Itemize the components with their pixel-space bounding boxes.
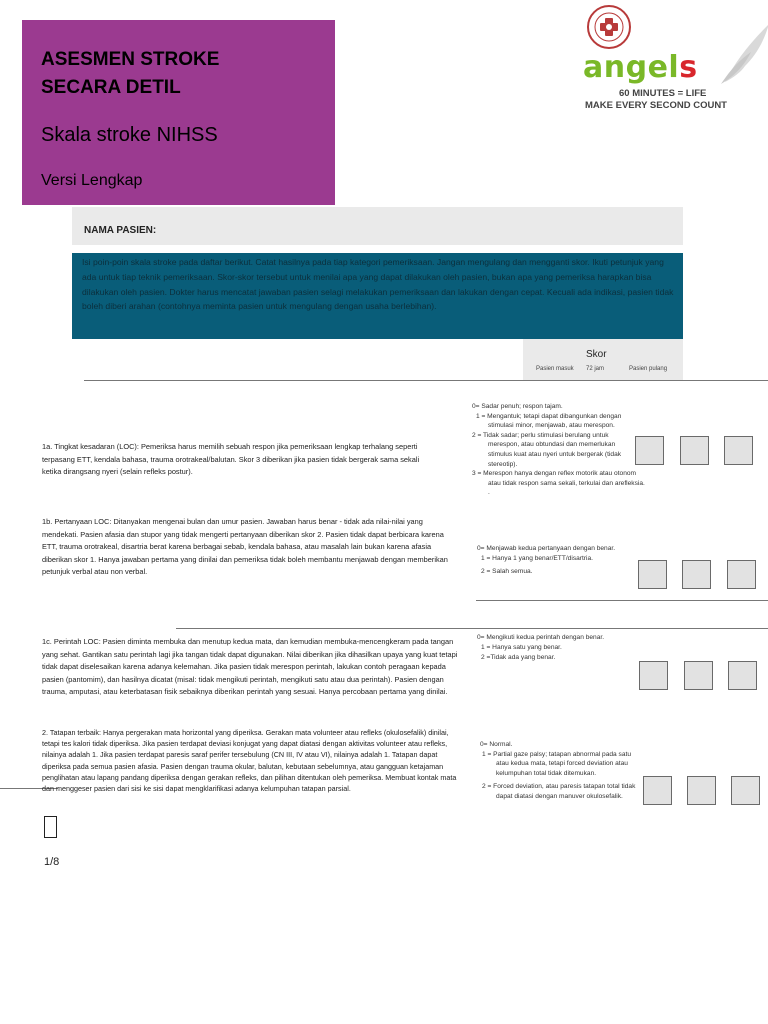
score-column-72h: 72 jam (586, 366, 605, 372)
document-title: ASESMEN STROKE SECARA DETIL (41, 49, 220, 98)
item-1b-options: 0= Menjawab kedua pertanyaan dengan benar. 1 = Hanya 1 yang benar/ETT/disartria. 2 = Salah semua. (477, 545, 616, 576)
score-box-1c-discharge[interactable] (728, 661, 757, 690)
document-version: Versi Lengkap (41, 172, 143, 189)
logo-tagline-secondary: MAKE EVERY SECOND COUNT (585, 100, 727, 111)
score-box-1a-72h[interactable] (680, 436, 709, 465)
item-2-options: 0= Normal. 1 = Partial gaze palsy; tatapan abnormal pada satu atau kedua mata, tetapi forced deviation atau kelumpuhan total tidak ditemukan. 2 = Forced deviation, atau paresis tatapan total tidak dapat diatasi dengan manuver okulosefalik. (480, 741, 636, 800)
wing-icon (715, 22, 768, 88)
score-column-discharge: Pasien pulang (629, 366, 668, 372)
score-box-2-72h[interactable] (687, 776, 716, 805)
score-header (523, 339, 683, 380)
item-1b-text: 1b. Pertanyaan LOC: Ditanyakan mengenai bulan dan umur pasien. Jawaban harus benar - tidak ada nilai-nilai yang mendekati. Pasien afasia dan stupor yang tidak mengerti pertanyaan diberikan skor 2. Pasien tidak dapat berbicara karena ETT, trauma orotrakeal, disartria berat karena berbagai sebab, kendala bahasa, atau masalah lain bukan karena afasia diberikan skor 1. Hanya jawaban pertama yang dinilai dan pemeriksa tidak boleh membantu menjawab dengan memberikan petunjuk verbal atau non verbal. (42, 517, 448, 577)
divider (176, 628, 768, 629)
item-2-text: 2. Tatapan terbaik: Hanya pergerakan mata horizontal yang diperiksa. Gerakan mata volunteer atau refleks (okulosefalik) dinilai, tetapi tes kalori tidak diperiksa. Jika pasien terdapat deviasi konjugat yang dapat diatasi dengan aktivitas volunteer atau refleks, nilainya adalah 1. Jika pasien terdapat paresis saraf perifer tersebulung (CN III, IV atau VI), nilainya adalah 1. Tatapan dapat diperiksa pada semua pasien afasia. Pasien dengan trauma okular, balutan, kebutaan sebelumnya, atau gangguan ketajaman penglihatan atau lapang pandang diperiksa dengan gerakan refleks, dan pilihan ditentukan oleh pemeriksa. Membuat kontak mata dan menggeser pasien dari sisi ke sisi dapat mengklarifikasi adanya kelumpuhan tatapan parsial. (42, 728, 457, 794)
item-1a-text: 1a. Tingkat kesadaran (LOC): Pemeriksa harus memilih sebuah respon jika pemeriksaan lengkap terhalang seperti terpasang ETT, kendala bahasa, trauma orotrakeal/balutan. Skor 3 diberikan jika pasien tidak bergerak sama sekali ketika dirangsang nyeri (selain refleks postur). (42, 442, 420, 477)
association-seal-icon (586, 4, 632, 50)
score-box-1b-72h[interactable] (682, 560, 711, 589)
brand-wordmark: angels (583, 50, 698, 85)
item-1a-options: 0= Sadar penuh; respon tajam. 1 = Mengantuk; tetapi dapat dibangunkan dengan stimulasi minor, menjawab, atau merespon. 2 = Tidak sadar; perlu stimulasi berulang untuk merespon, atau obtundasi dan memerlukan stimulus kuat atau nyeri untuk bergerak (tidak stereotip). 3 = Merespon hanya dengan reflex motorik atau otonom atau tidak respon sama sekali, terkulai dan arefleksia. . (472, 403, 645, 497)
score-box-1c-72h[interactable] (684, 661, 713, 690)
instructions-box (72, 253, 683, 339)
score-label: Skor (586, 349, 607, 360)
page-number: 1/8 (44, 856, 60, 868)
item-1c-options: 0= Mengikuti kedua perintah dengan benar. 1 = Hanya satu yang benar. 2 =Tidak ada yang benar. (477, 634, 605, 662)
title-banner (22, 20, 335, 205)
score-box-1b-discharge[interactable] (727, 560, 756, 589)
patient-name-bar (72, 207, 683, 245)
score-box-1a-discharge[interactable] (724, 436, 753, 465)
document-subtitle: Skala stroke NIHSS (41, 124, 218, 146)
score-box-1c-admission[interactable] (639, 661, 668, 690)
divider (84, 380, 768, 381)
instructions-text: Isi poin-poin skala stroke pada daftar berikut. Catat hasilnya pada tiap kategori pemeriksaan. Jangan mengulang dan mengganti skor. Ikuti petunjuk yang ada untuk tiap teknik pemeriksaan. Skor-skor tersebut untuk menilai apa yang dapat dilakukan oleh pasien, bukan apa yang pemeriksa harapkan bisa dilakukan oleh pasien. Dokter harus mencatat jawaban pasien selagi melakukan pemeriksaan dan lakukan dengan cepat. Kecuali ada indikasi, pasien tidak boleh diberi arahan (contohnya meminta pasien untuk mengulang dengan usaha berlebihan). (82, 257, 674, 312)
angels-logo (583, 4, 763, 114)
item-1c-text: 1c. Perintah LOC: Pasien diminta membuka dan menutup kedua mata, dan kemudian membuka-mencengkeram pada tangan yang sehat. Gantikan satu perintah lagi jika tangan tidak dapat digunakan. Nilai diberikan jika dihasilkan upaya yang kuat tetapi tidak dapat diselesaikan karena adanya kelemahan. Jika pasien tidak merespon perintah, lakukan contoh peragaan kepada pasien (pantomim), dan hasilnya dicatat (misal: tidak mengikuti perintah, mengikuti satu atau dua perintah). Pasien dengan trauma, amputasi, atau keterbatasan fisik sebaiknya diberikan perintah yang sesuai. Hanya percobaan pertama yang dinilai. (42, 637, 458, 697)
score-column-admission: Pasien masuk (536, 366, 574, 372)
logo-tagline-primary: 60 MINUTES = LIFE (619, 88, 707, 99)
patient-name-label: NAMA PASIEN: (84, 225, 157, 236)
score-box-1a-admission[interactable] (635, 436, 664, 465)
divider (476, 600, 768, 601)
score-box-2-discharge[interactable] (731, 776, 760, 805)
score-box-2-admission[interactable] (643, 776, 672, 805)
score-box-1b-admission[interactable] (638, 560, 667, 589)
placeholder-glyph-icon (44, 816, 57, 838)
